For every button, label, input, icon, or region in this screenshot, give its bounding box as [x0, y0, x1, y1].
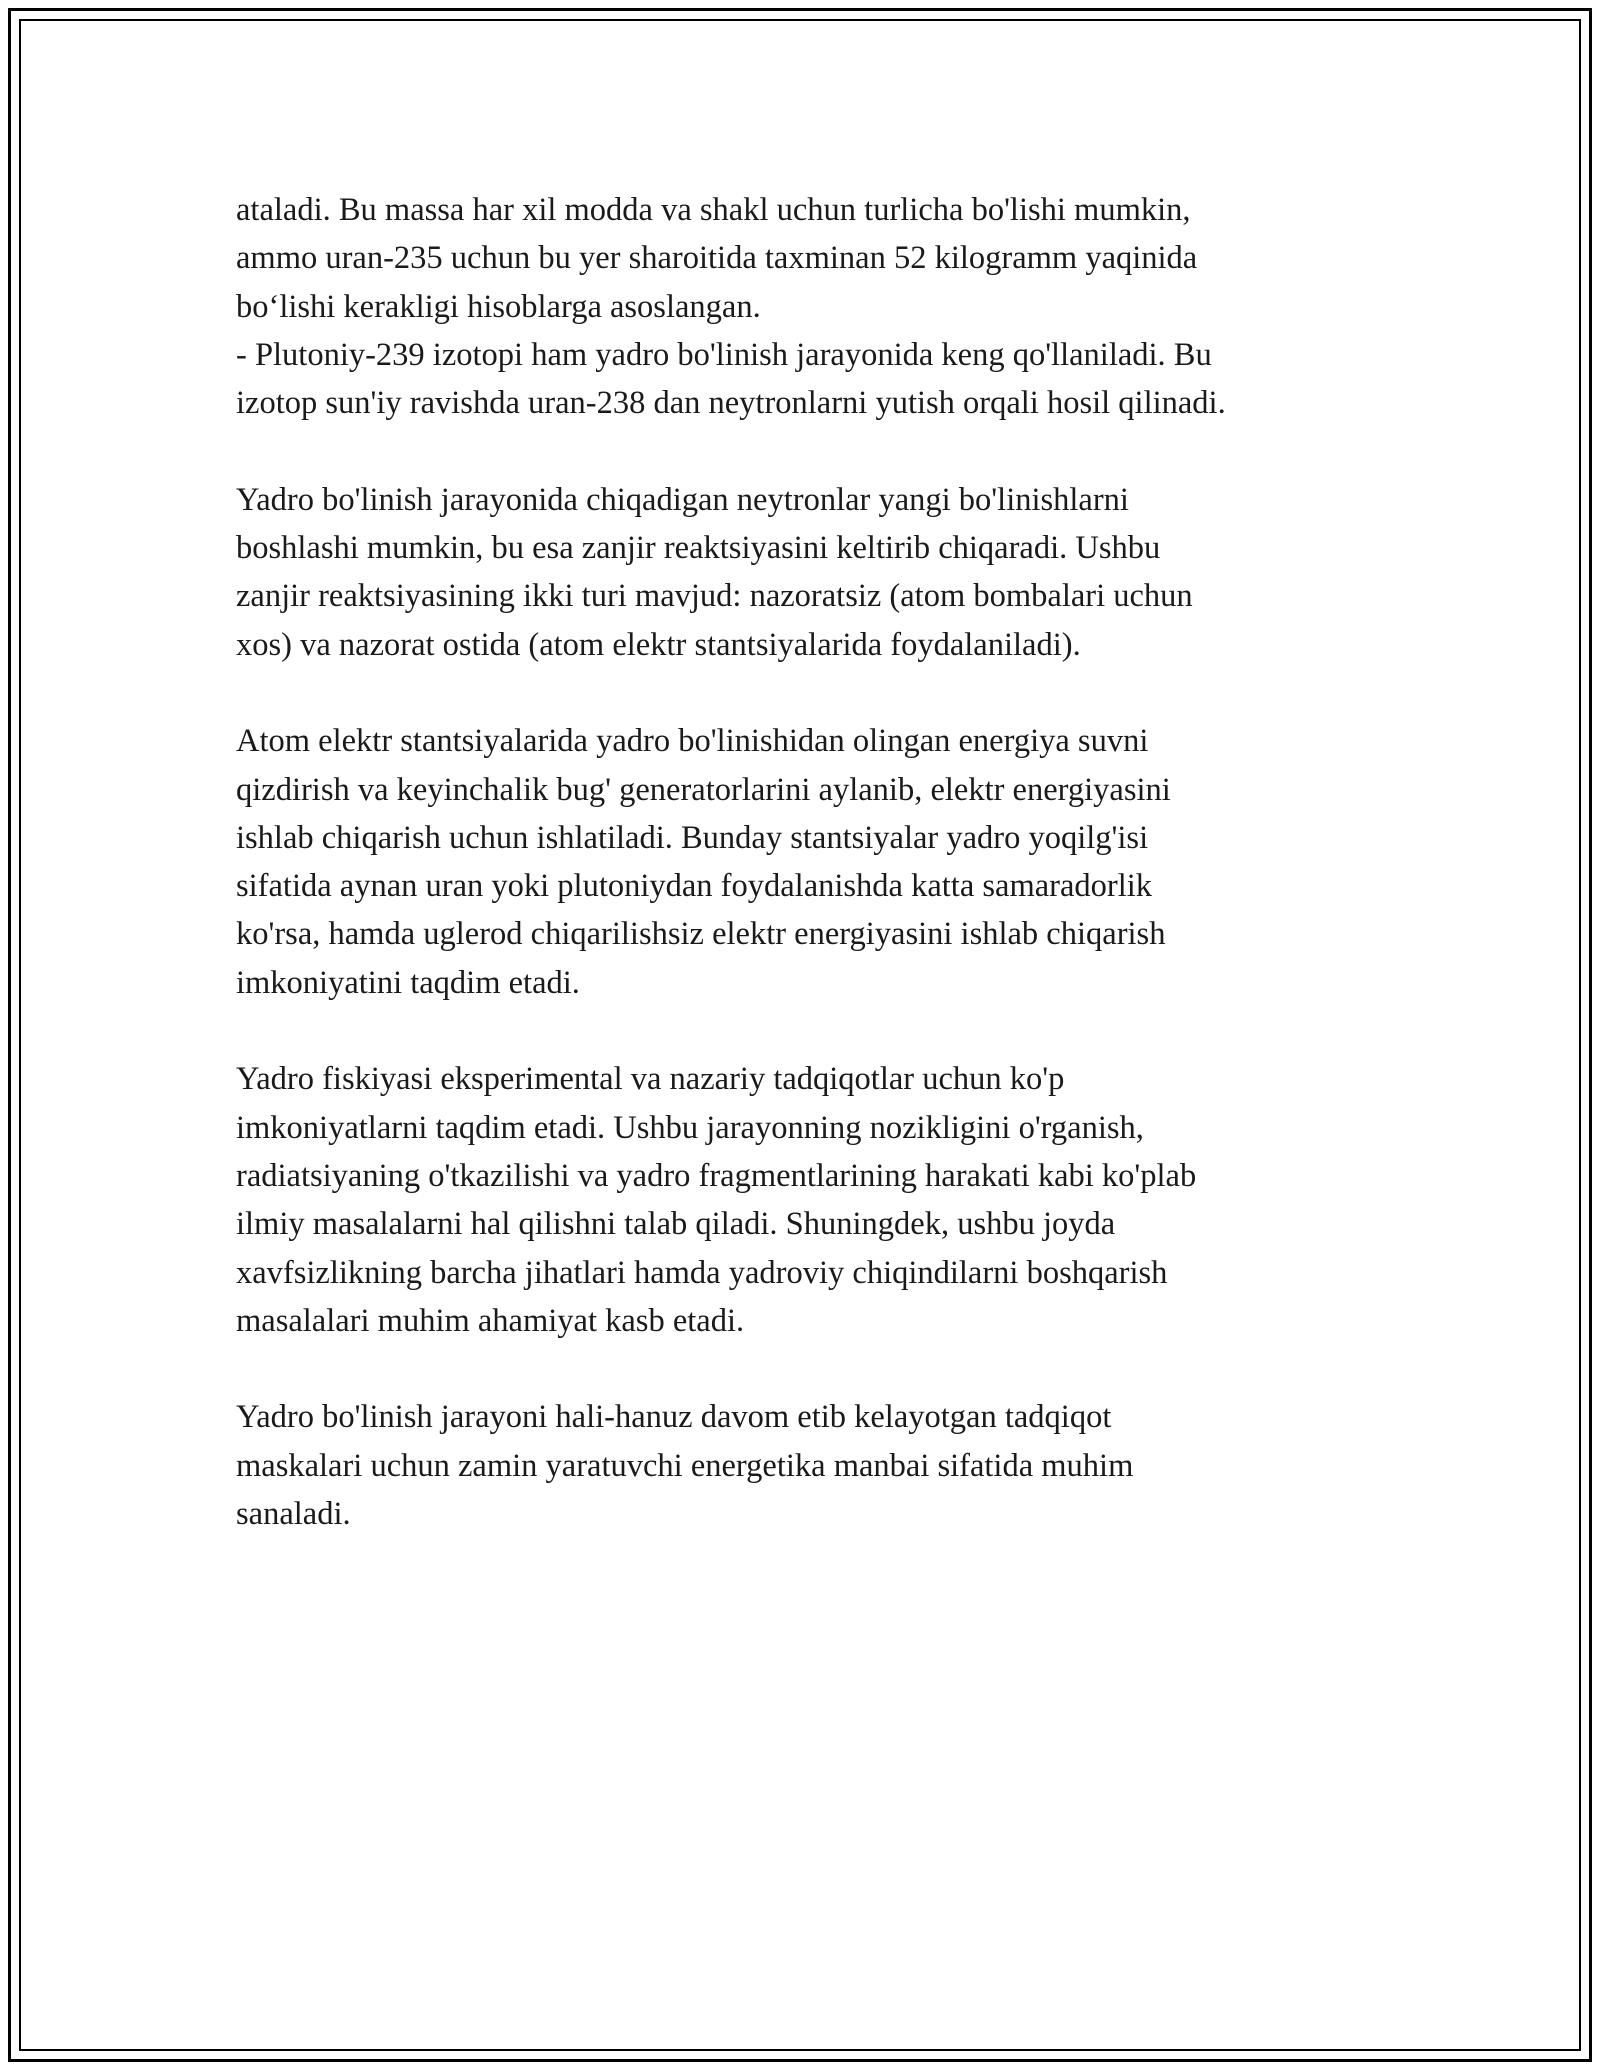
- text-line: ishlab chiqarish uchun ishlatiladi. Bunday stantsiyalar yadro yoqilg'isi: [236, 819, 1149, 856]
- text-line: ilmiy masalalarni hal qilishni talab qiladi. Shuningdek, ushbu joyda: [236, 1206, 1116, 1243]
- paragraph-2: [236, 476, 1376, 669]
- text-line: ko'rsa, hamda uglerod chiqarilishsiz elektr energiyasini ishlab chiqarish: [236, 916, 1166, 953]
- text-line: Yadro bo'linish jarayonida chiqadigan neytronlar yangi bo'linishlarni: [236, 481, 1129, 518]
- text-line: Atom elektr stantsiyalarida yadro bo'linishidan olingan energiya suvni: [236, 723, 1149, 760]
- text-line: masalalari muhim ahamiyat kasb etadi.: [236, 1302, 745, 1339]
- text-line: radiatsiyaning o'tkazilishi va yadro fragmentlarining harakati kabi ko'plab: [236, 1157, 1197, 1194]
- text-line: zanjir reaktsiyasining ikki turi mavjud: nazoratsiz (atom bombalari uchun: [236, 578, 1193, 615]
- text-line: bo‘lishi kerakligi hisoblarga asoslangan.: [236, 288, 761, 325]
- paragraph-3: [236, 717, 1376, 1007]
- text-line: imkoniyatlarni taqdim etadi. Ushbu jarayonning nozikligini o'rganish,: [236, 1109, 1144, 1146]
- text-line: sifatida aynan uran yoki plutoniydan foydalanishda katta samaradorlik: [236, 868, 1153, 905]
- text-line: ammo uran-235 uchun bu yer sharoitida taxminan 52 kilogramm yaqinida: [236, 240, 1198, 277]
- text-line: - Plutoniy-239 izotopi ham yadro bo'linish jarayonida keng qo'llaniladi. Bu: [236, 336, 1212, 373]
- paragraph-4: [236, 1055, 1376, 1345]
- paragraph-1: [236, 186, 1376, 427]
- text-line: ataladi. Bu massa har xil modda va shakl uchun turlicha bo'lishi mumkin,: [236, 192, 1191, 228]
- text-line: maskalari uchun zamin yaratuvchi energetika manbai sifatida muhim: [236, 1447, 1134, 1484]
- document-body: [236, 186, 1376, 1538]
- text-line: izotop sun'iy ravishda uran-238 dan neytronlarni yutish orqali hosil qilinadi.: [236, 385, 1226, 422]
- text-line: Yadro fiskiyasi eksperimental va nazariy tadqiqotlar uchun ko'p: [236, 1061, 1065, 1098]
- paragraph-5: [236, 1393, 1376, 1538]
- text-line: boshlashi mumkin, bu esa zanjir reaktsiyasini keltirib chiqaradi. Ushbu: [236, 530, 1161, 567]
- text-line: xavfsizlikning barcha jihatlari hamda yadroviy chiqindilarni boshqarish: [236, 1254, 1168, 1291]
- text-line: qizdirish va keyinchalik bug' generatorlarini aylanib, elektr energiyasini: [236, 771, 1171, 808]
- text-line: Yadro bo'linish jarayoni hali-hanuz davom etib kelayotgan tadqiqot: [236, 1399, 1112, 1436]
- text-line: imkoniyatini taqdim etadi.: [236, 964, 580, 1001]
- text-line: sanaladi.: [236, 1496, 351, 1533]
- text-line: xos) va nazorat ostida (atom elektr stantsiyalarida foydalaniladi).: [236, 626, 1081, 663]
